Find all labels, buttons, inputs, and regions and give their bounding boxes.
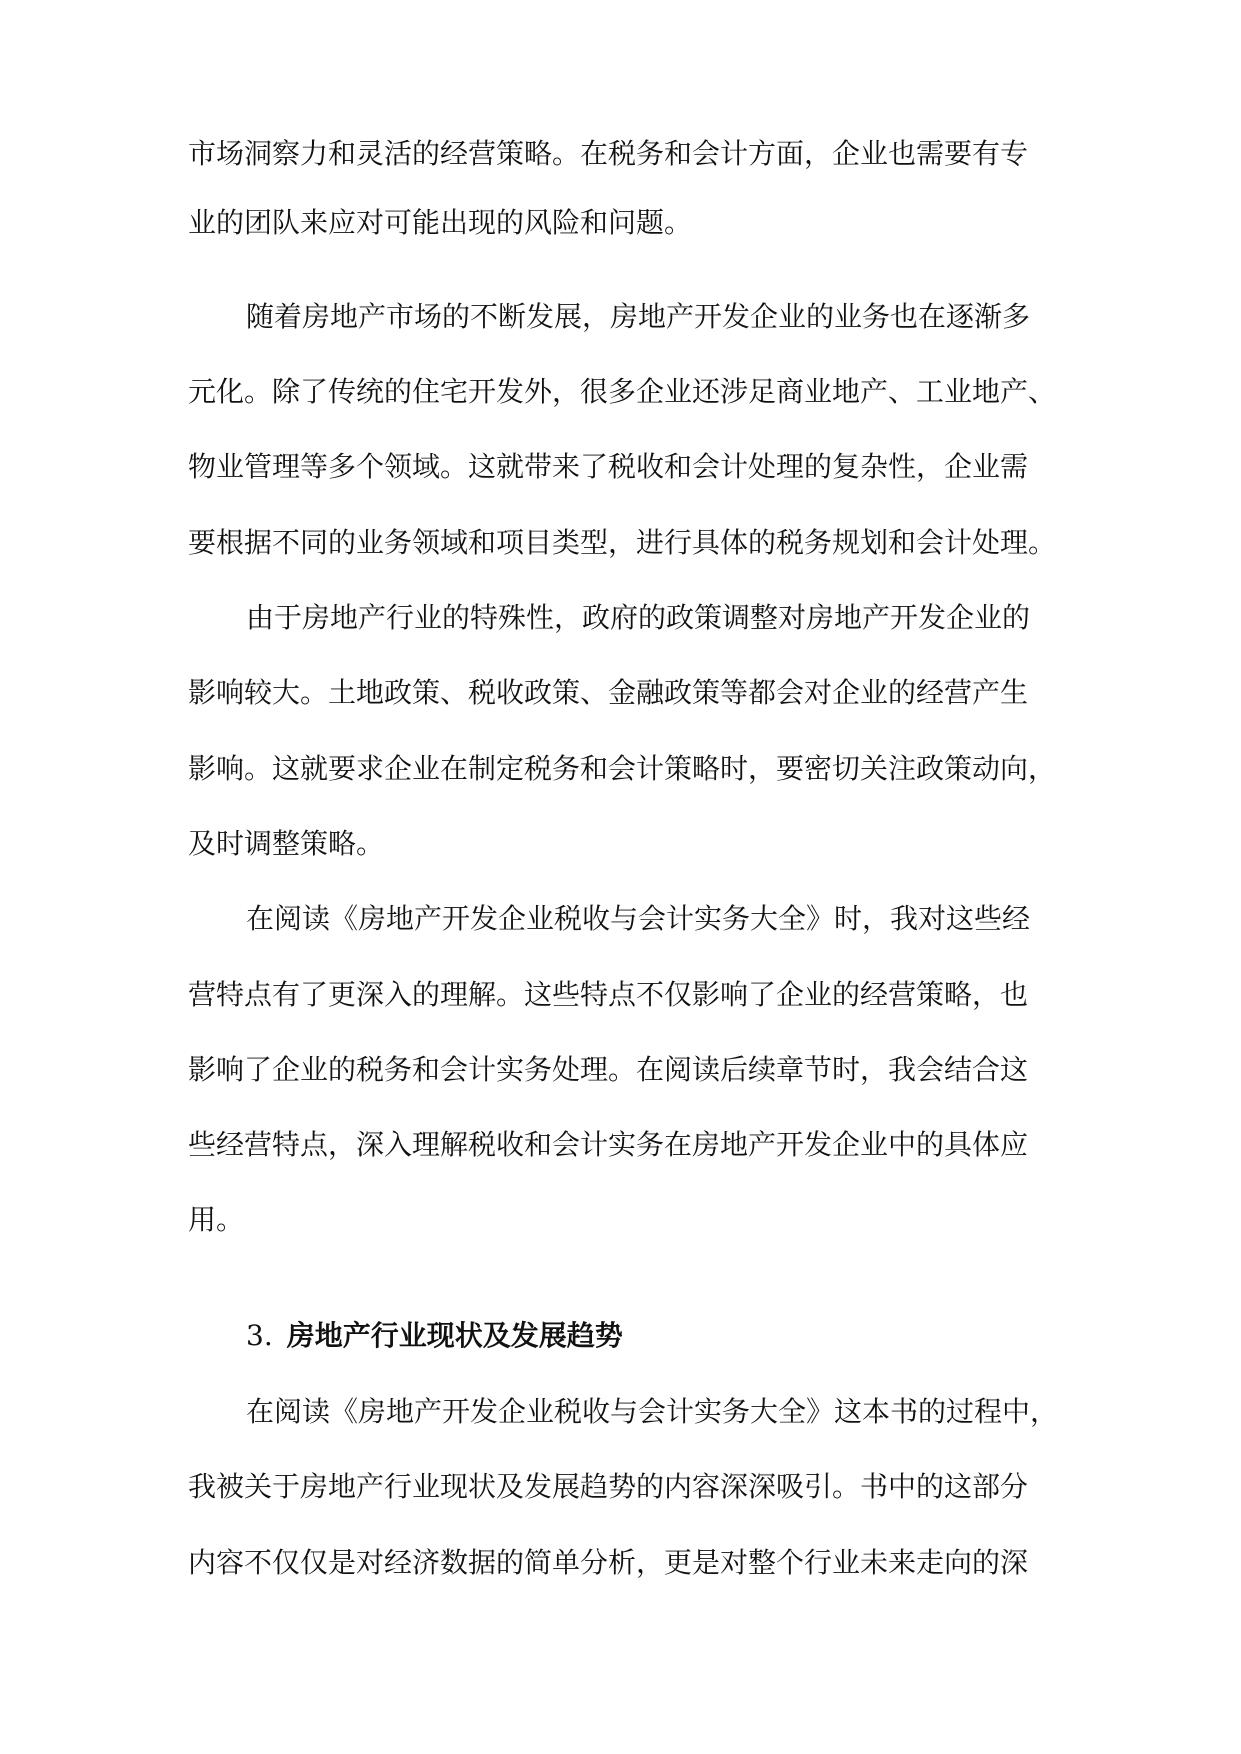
paragraph-line: 内容不仅仅是对经济数据的简单分析，更是对整个行业未来走向的深 (188, 1546, 1029, 1579)
paragraph-line: 营特点有了更深入的理解。这些特点不仅影响了企业的经营策略，也 (188, 978, 1029, 1011)
paragraph-line: 在阅读《房地产开发企业税收与会计实务大全》时，我对这些经 (246, 902, 1031, 935)
section-number: 3. (246, 1319, 273, 1352)
paragraph-line: 及时调整策略。 (188, 827, 385, 860)
paragraph-line: 在阅读《房地产开发企业税收与会计实务大全》这本书的过程中， (246, 1395, 1059, 1428)
paragraph-line: 要根据不同的业务领域和项目类型，进行具体的税务规划和会计处理。 (188, 526, 1057, 559)
paragraph-line: 影响较大。土地政策、税收政策、金融政策等都会对企业的经营产生 (188, 676, 1029, 709)
paragraph-line: 影响。这就要求企业在制定税务和会计策略时，要密切关注政策动向， (188, 752, 1057, 785)
paragraph-line: 我被关于房地产行业现状及发展趋势的内容深深吸引。书中的这部分 (188, 1470, 1029, 1503)
section-heading (246, 1316, 623, 1356)
paragraph-line: 业的团队来应对可能出现的风险和问题。 (188, 206, 693, 239)
paragraph-line: 由于房地产行业的特殊性，政府的政策调整对房地产开发企业的 (246, 601, 1031, 634)
section-title: 房地产行业现状及发展趋势 (286, 1319, 623, 1352)
paragraph-line: 随着房地产市场的不断发展，房地产开发企业的业务也在逐渐多 (246, 300, 1031, 333)
paragraph-line: 用。 (188, 1203, 245, 1236)
paragraph-line: 影响了企业的税务和会计实务处理。在阅读后续章节时，我会结合这 (188, 1053, 1029, 1086)
paragraph-line: 元化。除了传统的住宅开发外，很多企业还涉足商业地产、工业地产、 (188, 375, 1057, 408)
paragraph-line: 物业管理等多个领域。这就带来了税收和会计处理的复杂性，企业需 (188, 450, 1029, 483)
paragraph-line: 些经营特点，深入理解税收和会计实务在房地产开发企业中的具体应 (188, 1128, 1029, 1161)
paragraph-line: 市场洞察力和灵活的经营策略。在税务和会计方面，企业也需要有专 (188, 137, 1029, 170)
